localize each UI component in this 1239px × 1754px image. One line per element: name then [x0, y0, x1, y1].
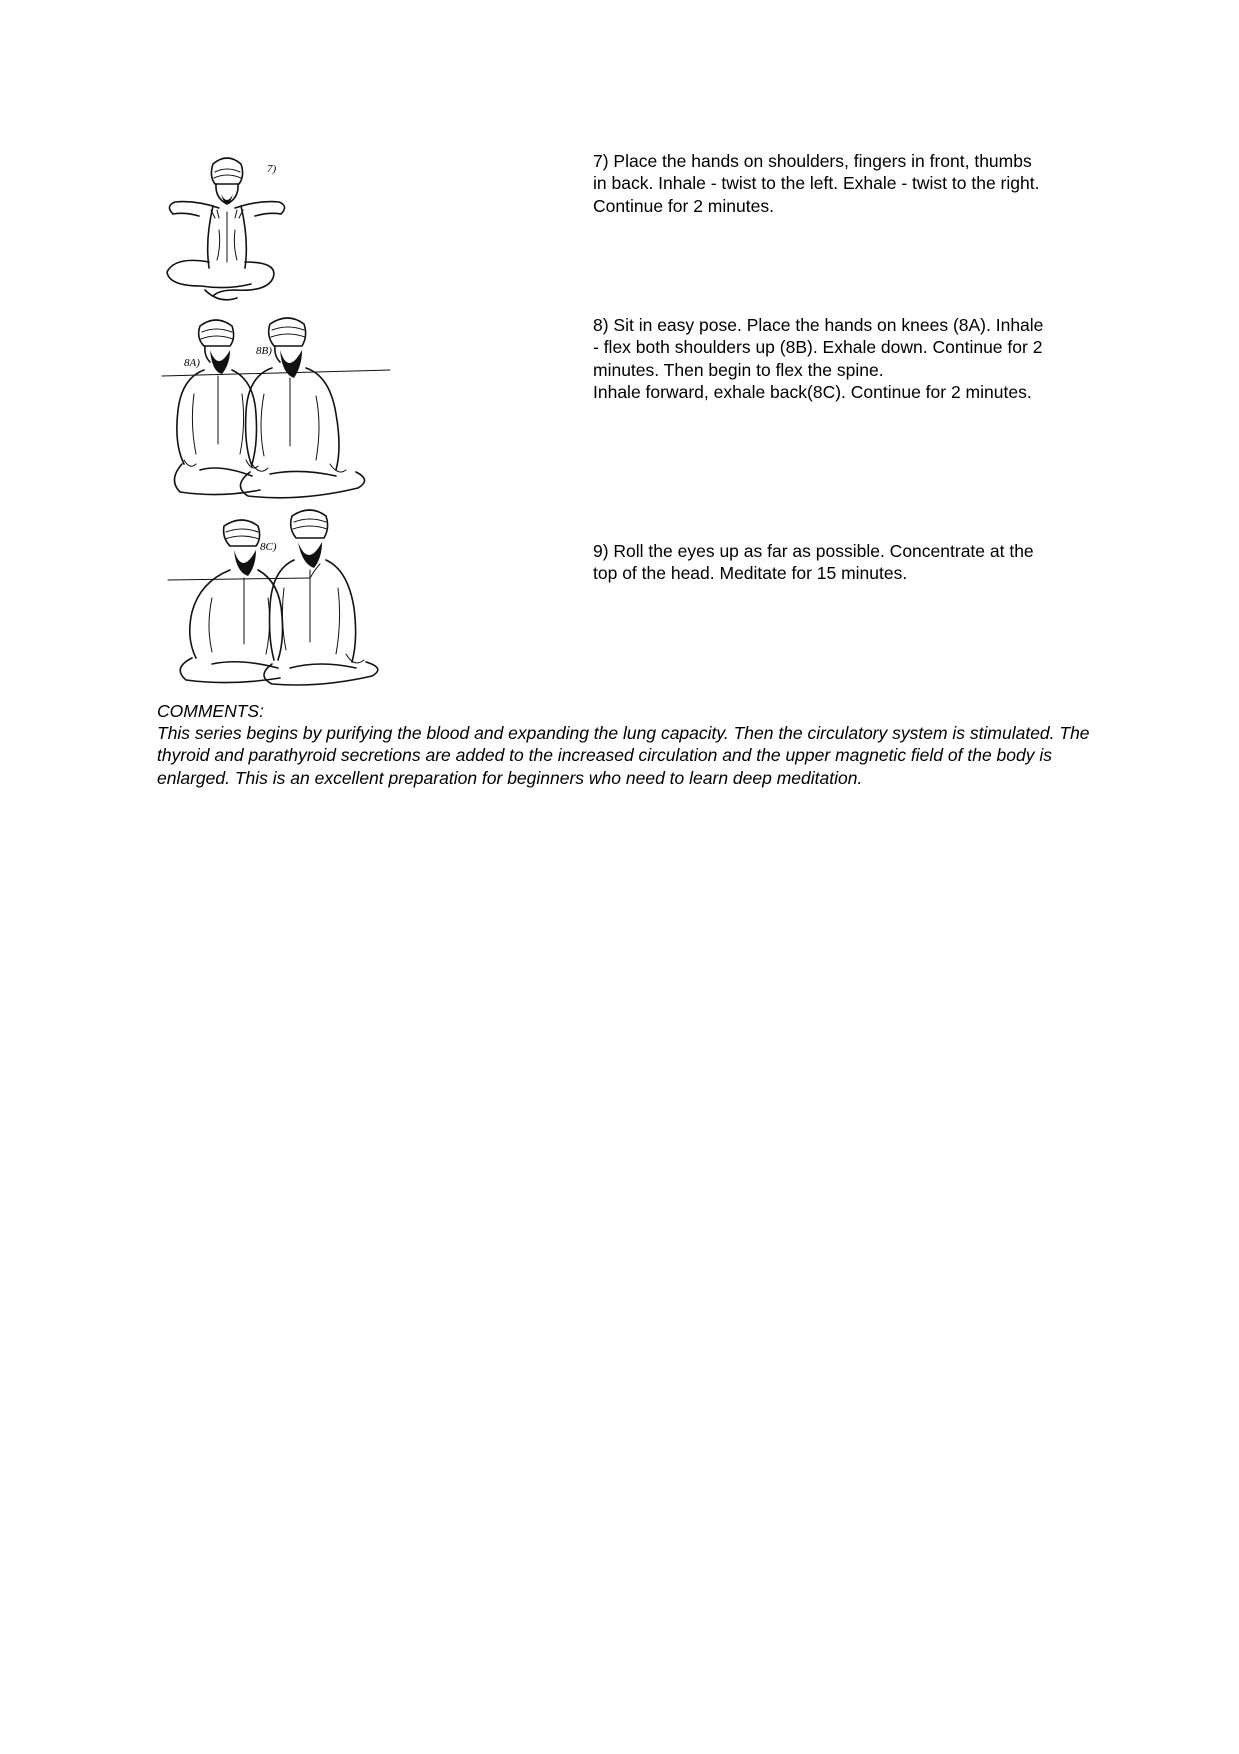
- figure-7-label: 7): [267, 163, 277, 175]
- figure-8c-spine-flex: [160, 508, 410, 688]
- figure-8b-label: 8B): [256, 345, 272, 357]
- step-7-instructions: 7) Place the hands on shoulders, fingers in front, thumbs in back. Inhale - twist to the left. Exhale - twist to the right. Continue for 2 minutes.: [593, 151, 1040, 216]
- figure-7-hands-on-shoulders: [155, 150, 300, 310]
- step-9-instructions: 9) Roll the eyes up as far as possible. Concentrate at the top of the head. Meditate for 15 minutes.: [593, 541, 1034, 584]
- figure-8a-8b-shoulder-flex: [160, 314, 410, 504]
- comments-body: This series begins by purifying the blood and expanding the lung capacity. Then the circulatory system is stimulated. The thyroid and parathyroid secretions are added to the increased circulation and the upper magnetic field of the body is enlarged. This is an excellent preparation for beginners who need to learn deep meditation.: [157, 723, 1090, 788]
- comments-heading: COMMENTS:: [157, 701, 264, 721]
- figure-8c-label: 8C): [260, 541, 277, 553]
- step-8-instructions: 8) Sit in easy pose. Place the hands on knees (8A). Inhale - flex both shoulders up (8B). Exhale down. Continue for 2 minutes. Then begin to flex the spine. Inhale forward, exhale back(8C). Continue for 2 minutes.: [593, 315, 1044, 403]
- comments-section: [157, 700, 1097, 789]
- figure-8a-label: 8A): [184, 357, 200, 369]
